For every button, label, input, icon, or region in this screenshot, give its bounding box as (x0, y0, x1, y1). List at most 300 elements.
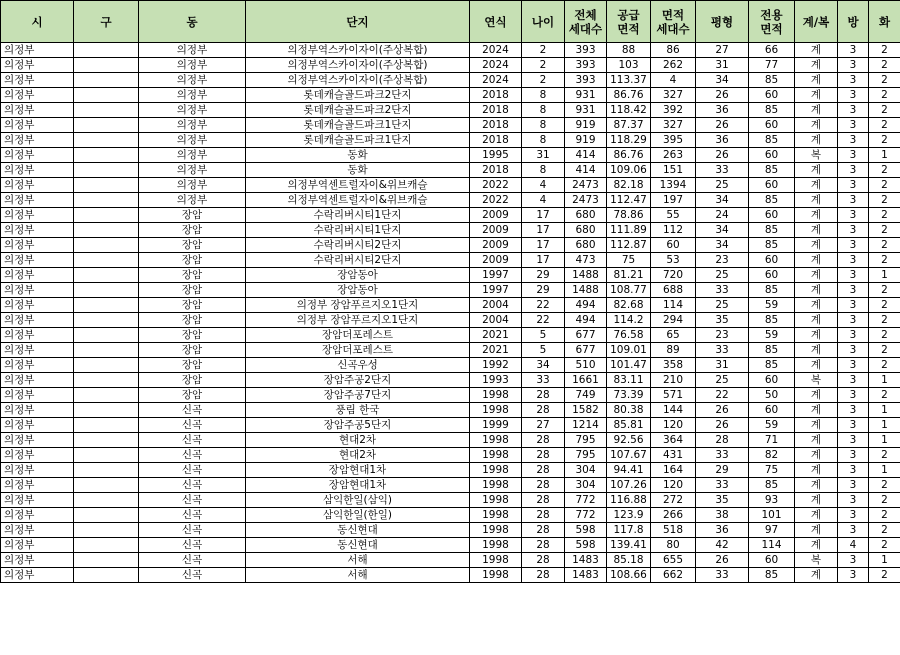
cell-dong[interactable]: 장암 (139, 208, 246, 223)
cell-danji[interactable]: 장암동아 (246, 268, 470, 283)
cell-pyeong[interactable]: 36 (696, 133, 749, 148)
column-header-area-households[interactable] (651, 1, 696, 43)
cell-baths[interactable]: 2 (869, 508, 900, 523)
cell-age[interactable]: 29 (522, 283, 565, 298)
column-header-total-households[interactable] (565, 1, 607, 43)
cell-rooms[interactable]: 4 (838, 538, 869, 553)
cell-si[interactable]: 의정부 (1, 223, 74, 238)
cell-total-households[interactable]: 494 (565, 298, 607, 313)
cell-pyeong[interactable]: 25 (696, 298, 749, 313)
cell-rooms[interactable]: 3 (838, 58, 869, 73)
cell-si[interactable]: 의정부 (1, 178, 74, 193)
cell-type[interactable]: 계 (795, 163, 838, 178)
cell-exclusive-area[interactable]: 60 (749, 208, 795, 223)
cell-rooms[interactable]: 3 (838, 253, 869, 268)
cell-gu[interactable] (74, 433, 139, 448)
cell-dong[interactable]: 의정부 (139, 193, 246, 208)
cell-type[interactable]: 계 (795, 343, 838, 358)
column-header-gu[interactable] (74, 1, 139, 43)
cell-pyeong[interactable]: 35 (696, 493, 749, 508)
cell-pyeong[interactable]: 34 (696, 238, 749, 253)
cell-type[interactable]: 계 (795, 118, 838, 133)
cell-supply-area[interactable]: 78.86 (607, 208, 651, 223)
cell-danji[interactable]: 수락리버시티1단지 (246, 208, 470, 223)
cell-exclusive-area[interactable]: 59 (749, 328, 795, 343)
cell-pyeong[interactable]: 31 (696, 358, 749, 373)
cell-year[interactable]: 1998 (470, 493, 522, 508)
cell-si[interactable]: 의정부 (1, 538, 74, 553)
cell-danji[interactable]: 의정부 장암푸르지오1단지 (246, 313, 470, 328)
cell-baths[interactable]: 2 (869, 283, 900, 298)
cell-exclusive-area[interactable]: 60 (749, 253, 795, 268)
column-header-rooms[interactable] (838, 1, 869, 43)
cell-type[interactable]: 계 (795, 208, 838, 223)
cell-rooms[interactable]: 3 (838, 403, 869, 418)
cell-supply-area[interactable]: 113.37 (607, 73, 651, 88)
cell-pyeong[interactable]: 34 (696, 73, 749, 88)
cell-year[interactable]: 1992 (470, 358, 522, 373)
cell-year[interactable]: 1998 (470, 388, 522, 403)
cell-dong[interactable]: 신곡 (139, 568, 246, 583)
cell-danji[interactable]: 의정부역스카이자이(주상복합) (246, 73, 470, 88)
cell-exclusive-area[interactable]: 93 (749, 493, 795, 508)
cell-rooms[interactable]: 3 (838, 568, 869, 583)
cell-baths[interactable]: 2 (869, 298, 900, 313)
cell-area-households[interactable]: 1394 (651, 178, 696, 193)
cell-total-households[interactable]: 414 (565, 163, 607, 178)
cell-type[interactable]: 계 (795, 298, 838, 313)
cell-si[interactable]: 의정부 (1, 313, 74, 328)
cell-rooms[interactable]: 3 (838, 493, 869, 508)
cell-total-households[interactable]: 677 (565, 328, 607, 343)
cell-dong[interactable]: 장암 (139, 298, 246, 313)
cell-year[interactable]: 1998 (470, 448, 522, 463)
cell-gu[interactable] (74, 163, 139, 178)
cell-age[interactable]: 34 (522, 358, 565, 373)
cell-exclusive-area[interactable]: 66 (749, 43, 795, 58)
cell-gu[interactable] (74, 118, 139, 133)
cell-exclusive-area[interactable]: 85 (749, 163, 795, 178)
cell-rooms[interactable]: 3 (838, 148, 869, 163)
cell-area-households[interactable]: 86 (651, 43, 696, 58)
cell-danji[interactable]: 수락리버시티1단지 (246, 223, 470, 238)
cell-baths[interactable]: 2 (869, 58, 900, 73)
cell-type[interactable]: 계 (795, 358, 838, 373)
cell-age[interactable]: 28 (522, 448, 565, 463)
cell-supply-area[interactable]: 83.11 (607, 373, 651, 388)
cell-danji[interactable]: 풍림 한국 (246, 403, 470, 418)
cell-baths[interactable]: 2 (869, 178, 900, 193)
cell-supply-area[interactable]: 103 (607, 58, 651, 73)
cell-danji[interactable]: 서해 (246, 568, 470, 583)
cell-gu[interactable] (74, 418, 139, 433)
cell-rooms[interactable]: 3 (838, 43, 869, 58)
cell-dong[interactable]: 장암 (139, 343, 246, 358)
cell-supply-area[interactable]: 109.01 (607, 343, 651, 358)
cell-year[interactable]: 2024 (470, 58, 522, 73)
cell-baths[interactable]: 1 (869, 463, 900, 478)
cell-total-households[interactable]: 919 (565, 133, 607, 148)
cell-danji[interactable]: 의정부역스카이자이(주상복합) (246, 43, 470, 58)
cell-si[interactable]: 의정부 (1, 298, 74, 313)
cell-baths[interactable]: 2 (869, 358, 900, 373)
cell-si[interactable]: 의정부 (1, 118, 74, 133)
cell-age[interactable]: 29 (522, 268, 565, 283)
cell-dong[interactable]: 의정부 (139, 88, 246, 103)
cell-year[interactable]: 1998 (470, 463, 522, 478)
cell-total-households[interactable]: 919 (565, 118, 607, 133)
cell-supply-area[interactable]: 82.18 (607, 178, 651, 193)
cell-pyeong[interactable]: 29 (696, 463, 749, 478)
cell-year[interactable]: 1998 (470, 568, 522, 583)
cell-total-households[interactable]: 1661 (565, 373, 607, 388)
cell-baths[interactable]: 2 (869, 73, 900, 88)
cell-exclusive-area[interactable]: 60 (749, 403, 795, 418)
cell-year[interactable]: 2022 (470, 178, 522, 193)
cell-si[interactable]: 의정부 (1, 163, 74, 178)
cell-dong[interactable]: 장암 (139, 358, 246, 373)
column-header-pyeong[interactable] (696, 1, 749, 43)
cell-area-households[interactable]: 364 (651, 433, 696, 448)
cell-area-households[interactable]: 164 (651, 463, 696, 478)
cell-type[interactable]: 계 (795, 463, 838, 478)
cell-dong[interactable]: 의정부 (139, 118, 246, 133)
cell-pyeong[interactable]: 26 (696, 118, 749, 133)
cell-type[interactable]: 계 (795, 223, 838, 238)
cell-total-households[interactable]: 414 (565, 148, 607, 163)
cell-danji[interactable]: 수락리버시티2단지 (246, 238, 470, 253)
cell-danji[interactable]: 장암주공5단지 (246, 418, 470, 433)
cell-pyeong[interactable]: 28 (696, 433, 749, 448)
cell-danji[interactable]: 삼익한일(한일) (246, 508, 470, 523)
cell-exclusive-area[interactable]: 77 (749, 58, 795, 73)
column-header-year[interactable] (470, 1, 522, 43)
cell-total-households[interactable]: 2473 (565, 193, 607, 208)
cell-year[interactable]: 2022 (470, 193, 522, 208)
cell-age[interactable]: 28 (522, 388, 565, 403)
cell-total-households[interactable]: 680 (565, 208, 607, 223)
cell-area-households[interactable]: 55 (651, 208, 696, 223)
cell-supply-area[interactable]: 82.68 (607, 298, 651, 313)
cell-rooms[interactable]: 3 (838, 373, 869, 388)
cell-dong[interactable]: 신곡 (139, 493, 246, 508)
cell-age[interactable]: 5 (522, 343, 565, 358)
cell-total-households[interactable]: 1214 (565, 418, 607, 433)
cell-supply-area[interactable]: 118.29 (607, 133, 651, 148)
cell-type[interactable]: 계 (795, 103, 838, 118)
cell-baths[interactable]: 1 (869, 148, 900, 163)
cell-rooms[interactable]: 3 (838, 283, 869, 298)
cell-total-households[interactable]: 680 (565, 223, 607, 238)
cell-year[interactable]: 2009 (470, 238, 522, 253)
cell-rooms[interactable]: 3 (838, 478, 869, 493)
cell-exclusive-area[interactable]: 60 (749, 268, 795, 283)
cell-si[interactable]: 의정부 (1, 103, 74, 118)
cell-gu[interactable] (74, 253, 139, 268)
cell-gu[interactable] (74, 133, 139, 148)
cell-type[interactable]: 계 (795, 493, 838, 508)
cell-exclusive-area[interactable]: 114 (749, 538, 795, 553)
cell-danji[interactable]: 신곡우성 (246, 358, 470, 373)
cell-type[interactable]: 계 (795, 403, 838, 418)
cell-total-households[interactable]: 393 (565, 73, 607, 88)
cell-dong[interactable]: 신곡 (139, 463, 246, 478)
cell-danji[interactable]: 롯데캐슬골드파크2단지 (246, 88, 470, 103)
cell-pyeong[interactable]: 31 (696, 58, 749, 73)
cell-exclusive-area[interactable]: 85 (749, 313, 795, 328)
cell-danji[interactable]: 장암동아 (246, 283, 470, 298)
cell-pyeong[interactable]: 26 (696, 148, 749, 163)
cell-danji[interactable]: 수락리버시티2단지 (246, 253, 470, 268)
cell-gu[interactable] (74, 403, 139, 418)
cell-dong[interactable]: 의정부 (139, 148, 246, 163)
cell-pyeong[interactable]: 36 (696, 523, 749, 538)
cell-exclusive-area[interactable]: 71 (749, 433, 795, 448)
cell-type[interactable]: 계 (795, 418, 838, 433)
cell-gu[interactable] (74, 103, 139, 118)
cell-rooms[interactable]: 3 (838, 328, 869, 343)
cell-age[interactable]: 28 (522, 508, 565, 523)
cell-exclusive-area[interactable]: 59 (749, 418, 795, 433)
cell-exclusive-area[interactable]: 60 (749, 553, 795, 568)
cell-gu[interactable] (74, 373, 139, 388)
cell-area-households[interactable]: 53 (651, 253, 696, 268)
cell-total-households[interactable]: 677 (565, 343, 607, 358)
cell-type[interactable]: 계 (795, 433, 838, 448)
cell-danji[interactable]: 롯데캐슬골드파크1단지 (246, 133, 470, 148)
cell-area-households[interactable]: 431 (651, 448, 696, 463)
cell-exclusive-area[interactable]: 60 (749, 373, 795, 388)
cell-total-households[interactable]: 680 (565, 238, 607, 253)
cell-year[interactable]: 1997 (470, 283, 522, 298)
cell-baths[interactable]: 2 (869, 523, 900, 538)
cell-type[interactable]: 계 (795, 388, 838, 403)
cell-danji[interactable]: 의정부역스카이자이(주상복합) (246, 58, 470, 73)
cell-year[interactable]: 2021 (470, 328, 522, 343)
cell-si[interactable]: 의정부 (1, 388, 74, 403)
cell-si[interactable]: 의정부 (1, 133, 74, 148)
cell-year[interactable]: 2004 (470, 313, 522, 328)
cell-age[interactable]: 27 (522, 418, 565, 433)
cell-supply-area[interactable]: 112.87 (607, 238, 651, 253)
cell-age[interactable]: 28 (522, 493, 565, 508)
cell-type[interactable]: 계 (795, 178, 838, 193)
cell-age[interactable]: 28 (522, 433, 565, 448)
cell-si[interactable]: 의정부 (1, 433, 74, 448)
cell-area-households[interactable]: 655 (651, 553, 696, 568)
cell-total-households[interactable]: 1483 (565, 553, 607, 568)
cell-total-households[interactable]: 1582 (565, 403, 607, 418)
cell-danji[interactable]: 현대2차 (246, 448, 470, 463)
cell-rooms[interactable]: 3 (838, 298, 869, 313)
cell-exclusive-area[interactable]: 85 (749, 358, 795, 373)
cell-baths[interactable]: 2 (869, 478, 900, 493)
column-header-type[interactable] (795, 1, 838, 43)
cell-baths[interactable]: 2 (869, 388, 900, 403)
cell-dong[interactable]: 신곡 (139, 478, 246, 493)
cell-supply-area[interactable]: 94.41 (607, 463, 651, 478)
cell-area-households[interactable]: 272 (651, 493, 696, 508)
cell-gu[interactable] (74, 343, 139, 358)
cell-gu[interactable] (74, 238, 139, 253)
cell-age[interactable]: 4 (522, 178, 565, 193)
cell-type[interactable]: 계 (795, 268, 838, 283)
cell-gu[interactable] (74, 88, 139, 103)
cell-danji[interactable]: 동신현대 (246, 523, 470, 538)
cell-area-households[interactable]: 392 (651, 103, 696, 118)
cell-dong[interactable]: 장암 (139, 388, 246, 403)
cell-si[interactable]: 의정부 (1, 478, 74, 493)
cell-total-households[interactable]: 598 (565, 538, 607, 553)
cell-rooms[interactable]: 3 (838, 553, 869, 568)
cell-baths[interactable]: 2 (869, 313, 900, 328)
cell-total-households[interactable]: 1483 (565, 568, 607, 583)
cell-baths[interactable]: 2 (869, 193, 900, 208)
column-header-age[interactable] (522, 1, 565, 43)
cell-total-households[interactable]: 393 (565, 58, 607, 73)
cell-type[interactable]: 계 (795, 73, 838, 88)
cell-baths[interactable]: 1 (869, 418, 900, 433)
cell-year[interactable]: 1998 (470, 403, 522, 418)
cell-danji[interactable]: 장암현대1차 (246, 478, 470, 493)
cell-area-households[interactable]: 4 (651, 73, 696, 88)
cell-supply-area[interactable]: 107.67 (607, 448, 651, 463)
cell-pyeong[interactable]: 25 (696, 268, 749, 283)
cell-exclusive-area[interactable]: 82 (749, 448, 795, 463)
cell-supply-area[interactable]: 117.8 (607, 523, 651, 538)
cell-dong[interactable]: 의정부 (139, 103, 246, 118)
cell-year[interactable]: 2009 (470, 208, 522, 223)
cell-supply-area[interactable]: 85.18 (607, 553, 651, 568)
cell-gu[interactable] (74, 538, 139, 553)
cell-year[interactable]: 2009 (470, 223, 522, 238)
cell-rooms[interactable]: 3 (838, 103, 869, 118)
cell-si[interactable]: 의정부 (1, 568, 74, 583)
cell-pyeong[interactable]: 33 (696, 448, 749, 463)
cell-pyeong[interactable]: 36 (696, 103, 749, 118)
cell-exclusive-area[interactable]: 85 (749, 133, 795, 148)
cell-area-households[interactable]: 688 (651, 283, 696, 298)
cell-rooms[interactable]: 3 (838, 163, 869, 178)
cell-supply-area[interactable]: 81.21 (607, 268, 651, 283)
cell-rooms[interactable]: 3 (838, 463, 869, 478)
cell-year[interactable]: 2024 (470, 43, 522, 58)
cell-type[interactable]: 계 (795, 253, 838, 268)
cell-si[interactable]: 의정부 (1, 448, 74, 463)
cell-baths[interactable]: 2 (869, 118, 900, 133)
cell-total-households[interactable]: 795 (565, 433, 607, 448)
cell-si[interactable]: 의정부 (1, 88, 74, 103)
cell-supply-area[interactable]: 116.88 (607, 493, 651, 508)
cell-type[interactable]: 계 (795, 508, 838, 523)
cell-baths[interactable]: 2 (869, 208, 900, 223)
cell-rooms[interactable]: 3 (838, 418, 869, 433)
cell-supply-area[interactable]: 76.58 (607, 328, 651, 343)
cell-area-households[interactable]: 518 (651, 523, 696, 538)
cell-baths[interactable]: 2 (869, 163, 900, 178)
cell-si[interactable]: 의정부 (1, 328, 74, 343)
cell-year[interactable]: 2024 (470, 73, 522, 88)
cell-supply-area[interactable]: 108.77 (607, 283, 651, 298)
cell-supply-area[interactable]: 108.66 (607, 568, 651, 583)
cell-dong[interactable]: 신곡 (139, 448, 246, 463)
cell-pyeong[interactable]: 27 (696, 43, 749, 58)
cell-gu[interactable] (74, 478, 139, 493)
cell-exclusive-area[interactable]: 85 (749, 478, 795, 493)
cell-rooms[interactable]: 3 (838, 223, 869, 238)
cell-age[interactable]: 31 (522, 148, 565, 163)
cell-si[interactable]: 의정부 (1, 208, 74, 223)
cell-age[interactable]: 22 (522, 313, 565, 328)
cell-total-households[interactable]: 494 (565, 313, 607, 328)
cell-area-households[interactable]: 327 (651, 118, 696, 133)
cell-rooms[interactable]: 3 (838, 178, 869, 193)
column-header-si[interactable] (1, 1, 74, 43)
cell-si[interactable]: 의정부 (1, 463, 74, 478)
cell-area-households[interactable]: 65 (651, 328, 696, 343)
cell-age[interactable]: 17 (522, 238, 565, 253)
cell-pyeong[interactable]: 26 (696, 403, 749, 418)
cell-area-households[interactable]: 571 (651, 388, 696, 403)
cell-exclusive-area[interactable]: 101 (749, 508, 795, 523)
cell-gu[interactable] (74, 313, 139, 328)
cell-dong[interactable]: 의정부 (139, 133, 246, 148)
cell-si[interactable]: 의정부 (1, 493, 74, 508)
cell-area-households[interactable]: 89 (651, 343, 696, 358)
cell-gu[interactable] (74, 508, 139, 523)
cell-baths[interactable]: 2 (869, 328, 900, 343)
cell-age[interactable]: 2 (522, 58, 565, 73)
cell-year[interactable]: 2018 (470, 103, 522, 118)
cell-area-households[interactable]: 197 (651, 193, 696, 208)
cell-baths[interactable]: 2 (869, 343, 900, 358)
cell-year[interactable]: 1998 (470, 478, 522, 493)
cell-danji[interactable]: 의정부 장암푸르지오1단지 (246, 298, 470, 313)
cell-area-households[interactable]: 120 (651, 418, 696, 433)
cell-total-households[interactable]: 1488 (565, 283, 607, 298)
cell-type[interactable]: 계 (795, 313, 838, 328)
cell-supply-area[interactable]: 111.89 (607, 223, 651, 238)
cell-baths[interactable]: 1 (869, 403, 900, 418)
cell-total-households[interactable]: 772 (565, 493, 607, 508)
cell-year[interactable]: 1997 (470, 268, 522, 283)
cell-supply-area[interactable]: 123.9 (607, 508, 651, 523)
cell-dong[interactable]: 신곡 (139, 553, 246, 568)
cell-gu[interactable] (74, 223, 139, 238)
cell-year[interactable]: 2018 (470, 163, 522, 178)
cell-area-households[interactable]: 114 (651, 298, 696, 313)
cell-danji[interactable]: 롯데캐슬골드파크1단지 (246, 118, 470, 133)
cell-pyeong[interactable]: 25 (696, 178, 749, 193)
cell-danji[interactable]: 동화 (246, 163, 470, 178)
cell-year[interactable]: 1998 (470, 523, 522, 538)
column-header-exclusive-area[interactable] (749, 1, 795, 43)
cell-age[interactable]: 8 (522, 88, 565, 103)
cell-exclusive-area[interactable]: 60 (749, 178, 795, 193)
cell-pyeong[interactable]: 25 (696, 373, 749, 388)
cell-baths[interactable]: 1 (869, 433, 900, 448)
cell-total-households[interactable]: 749 (565, 388, 607, 403)
cell-year[interactable]: 2018 (470, 133, 522, 148)
cell-gu[interactable] (74, 388, 139, 403)
cell-gu[interactable] (74, 553, 139, 568)
cell-exclusive-area[interactable]: 85 (749, 103, 795, 118)
cell-pyeong[interactable]: 34 (696, 193, 749, 208)
cell-exclusive-area[interactable]: 59 (749, 298, 795, 313)
cell-total-households[interactable]: 795 (565, 448, 607, 463)
cell-area-households[interactable]: 720 (651, 268, 696, 283)
cell-age[interactable]: 2 (522, 43, 565, 58)
